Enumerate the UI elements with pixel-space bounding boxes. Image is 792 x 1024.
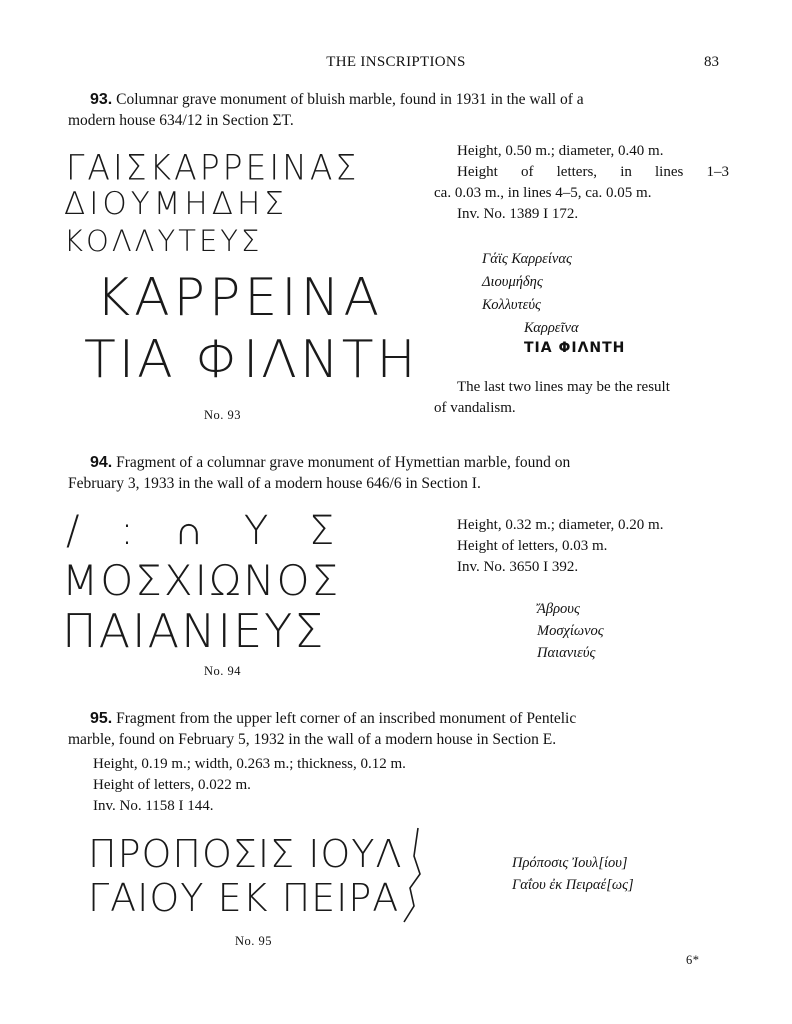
drawing-94-line-2: ΜΟΣΧΙΩΝΟΣ bbox=[62, 556, 341, 605]
entry-93-transcription-2: Διουμήδης bbox=[482, 274, 543, 290]
entry-93-desc-line-1 bbox=[90, 89, 584, 111]
entry-93-transcription-3: Κολλυτεύς bbox=[482, 297, 541, 313]
entry-95-spec-2: Height of letters, 0.022 m. bbox=[93, 777, 251, 793]
drawing-94-line-1: / : ∩ Υ Σ bbox=[66, 508, 349, 554]
signature-mark: 6* bbox=[686, 953, 700, 967]
entry-93-note-1: The last two lines may be the result bbox=[457, 379, 670, 395]
drawing-95-fracture-line bbox=[396, 826, 436, 926]
entry-94-number: 94. bbox=[90, 454, 113, 471]
entry-95-spec-1: Height, 0.19 m.; width, 0.263 m.; thickness, 0.12 m. bbox=[93, 756, 406, 772]
entry-95-desc-text-1: Fragment from the upper left corner of an inscribed monument of Pentelic bbox=[116, 710, 577, 727]
entry-94-transcription-3: Παιανιεύς bbox=[537, 645, 596, 661]
entry-94-desc-text-1: Fragment of a columnar grave monument of Hymettian marble, found on bbox=[116, 454, 571, 471]
figure-caption-93: No. 93 bbox=[204, 408, 242, 422]
entry-93-desc-line-2: modern house 634/12 in Section ΣΤ. bbox=[68, 112, 294, 129]
drawing-93-line-1: ΓΑΙΣΚΑΡΡΕΙΝΑΣ bbox=[66, 147, 360, 188]
entry-94-spec-1: Height, 0.32 m.; diameter, 0.20 m. bbox=[457, 517, 664, 533]
entry-95-transcription-2: Γαΐου ἐκ Πειραέ[ως] bbox=[512, 877, 634, 893]
entry-95-desc-line-1 bbox=[90, 708, 576, 730]
entry-93-spec-1: Height, 0.50 m.; diameter, 0.40 m. bbox=[457, 143, 664, 159]
entry-94-spec-2: Height of letters, 0.03 m. bbox=[457, 538, 608, 554]
drawing-94-line-3: ΠΑΙΑΝΙΕΥΣ bbox=[62, 604, 326, 658]
figure-caption-94: No. 94 bbox=[204, 664, 242, 678]
figure-caption-95: No. 95 bbox=[235, 934, 273, 948]
entry-93-transcription-caps: ΤΙΑ ΦΙΛΝΤΗ bbox=[524, 340, 626, 356]
page-number: 83 bbox=[704, 54, 719, 70]
entry-93-note-2: of vandalism. bbox=[434, 400, 516, 416]
drawing-93-line-4: ΚΑΡΡΕΙΝΑ bbox=[96, 268, 384, 328]
entry-93-desc-text-1: Columnar grave monument of bluish marble, found in 1931 in the wall of a bbox=[116, 91, 584, 108]
entry-93-spec-2: Height of letters, in lines 1–3 bbox=[457, 164, 729, 180]
entry-93-transcription-1: Γάϊς Καρρείνας bbox=[482, 251, 572, 267]
entry-95-number: 95. bbox=[90, 710, 113, 727]
entry-95-spec-3: Inv. No. 1158 I 144. bbox=[93, 798, 214, 814]
entry-93-number: 93. bbox=[90, 91, 113, 108]
entry-94-desc-line-2: February 3, 1933 in the wall of a modern house 646/6 in Section Ι. bbox=[68, 475, 481, 492]
drawing-93-line-5: ΤΙΑ ΦΙΛΝΤΗ bbox=[84, 330, 419, 390]
entry-94-desc-line-1 bbox=[90, 452, 570, 474]
running-header-title: THE INSCRIPTIONS bbox=[326, 54, 466, 70]
entry-94-transcription-2: Μοσχίωνος bbox=[537, 623, 604, 639]
drawing-93-line-3: ΚΟΛΛΥΤΕΥΣ bbox=[64, 224, 263, 258]
entry-95-transcription-1: Πρόποσις Ἰουλ[ίου] bbox=[512, 855, 628, 871]
entry-94-spec-3: Inv. No. 3650 I 392. bbox=[457, 559, 579, 575]
entry-93-transcription-4: Καρρεῖνα bbox=[524, 320, 579, 336]
entry-95-desc-line-2: marble, found on February 5, 1932 in the wall of a modern house in Section E. bbox=[68, 731, 557, 748]
drawing-95-line-1: ΠΡΟΠΟΣΙΣ ΙΟΥΛ bbox=[88, 832, 403, 876]
entry-93-spec-4: Inv. No. 1389 I 172. bbox=[457, 206, 579, 222]
entry-94-transcription-1: Ἄβρους bbox=[537, 601, 580, 617]
drawing-93-line-2: ΔΙΟΥΜΗΔΗΣ bbox=[64, 186, 288, 222]
entry-93-spec-3: ca. 0.03 m., in lines 4–5, ca. 0.05 m. bbox=[434, 185, 652, 201]
drawing-95-line-2: ΓΑΙΟΥ ΕΚ ΠΕΙΡΑ bbox=[88, 876, 400, 920]
